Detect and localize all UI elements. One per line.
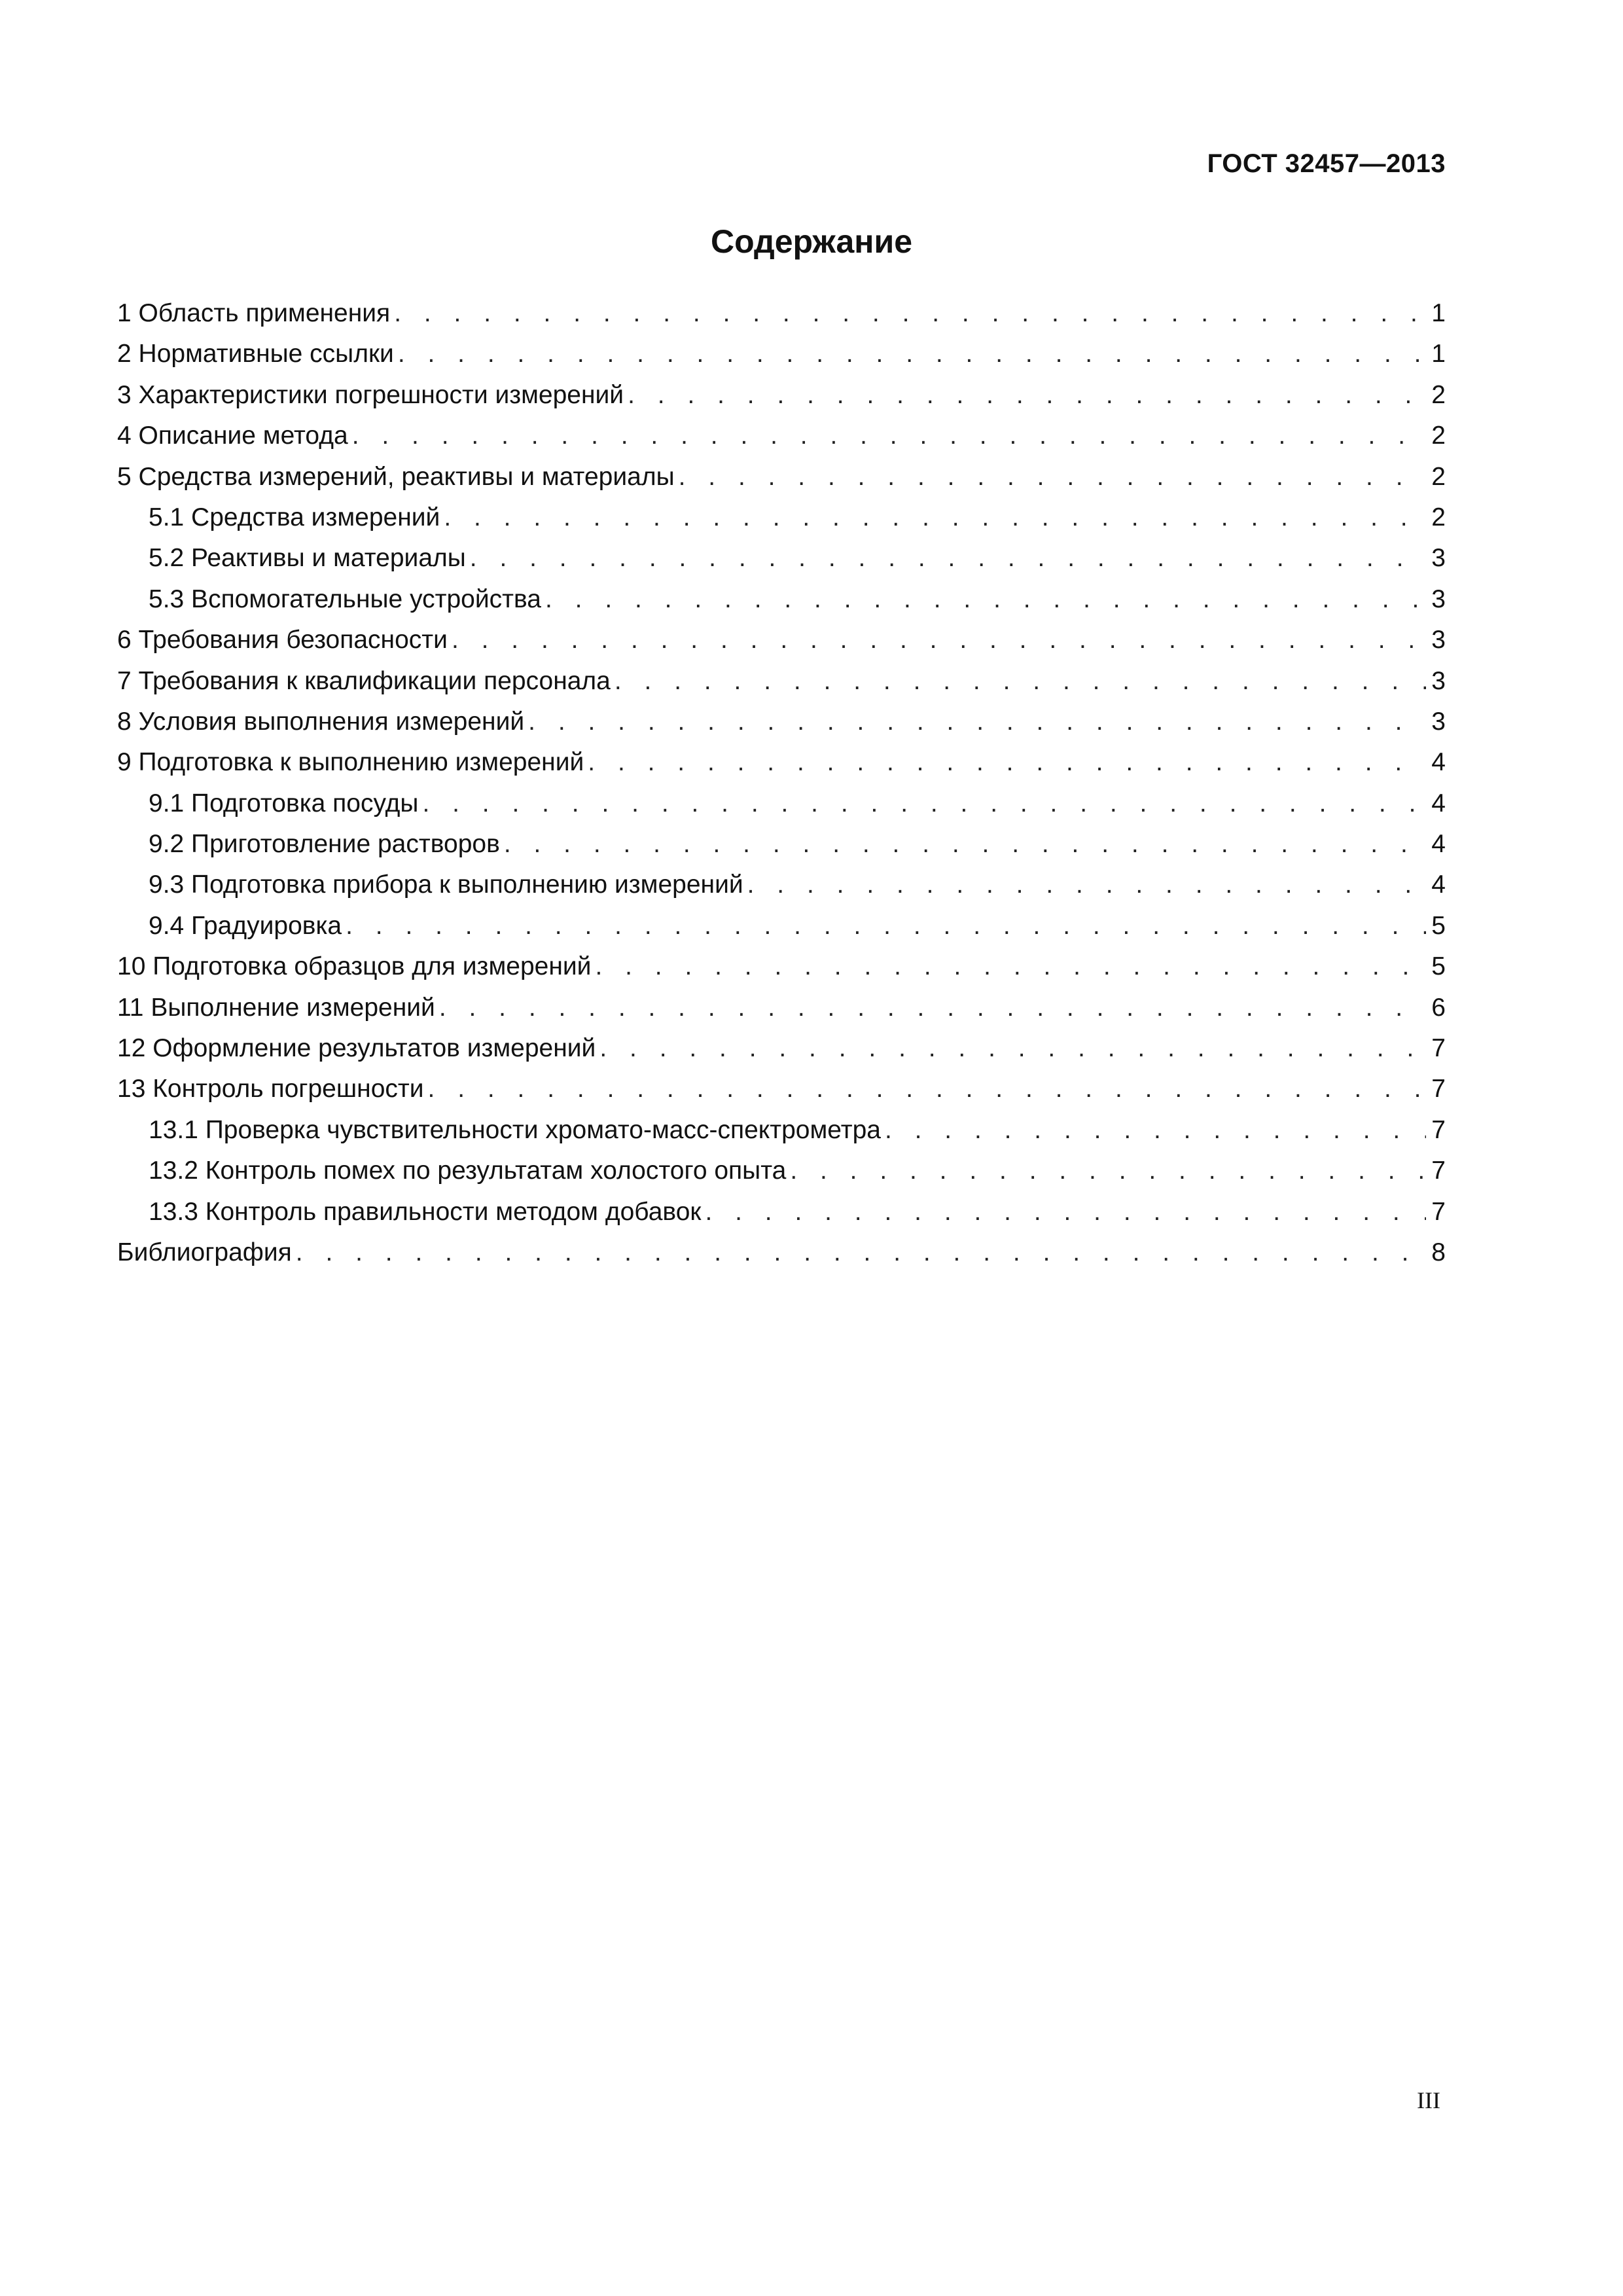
toc-entry-label: 9.1 Подготовка посуды: [149, 789, 419, 817]
toc-dot-leader: [352, 416, 1426, 456]
toc-entry-page: 7: [1431, 1115, 1446, 1144]
toc-entry-label: 12 Оформление результатов измерений: [117, 1034, 596, 1063]
toc-dot-leader: [628, 375, 1426, 416]
toc-entry-page: 7: [1431, 1034, 1446, 1063]
toc-dot-leader: [705, 1192, 1426, 1232]
toc-entry[interactable]: [117, 375, 1446, 416]
toc-entry[interactable]: [117, 988, 1446, 1028]
toc-entry[interactable]: [117, 1192, 1446, 1232]
toc-entry-label: 9.4 Градуировка: [149, 911, 342, 940]
toc-entry[interactable]: [117, 906, 1446, 946]
toc-dot-leader: [346, 906, 1426, 946]
toc-entry-page: 8: [1431, 1238, 1446, 1266]
toc-entry-label: 1 Область применения: [117, 299, 391, 327]
table-of-contents: [117, 293, 1446, 1273]
toc-entry-page: 7: [1431, 1157, 1446, 1185]
toc-entry[interactable]: [117, 497, 1446, 538]
toc-entry-label: 7 Требования к квалификации персонала: [117, 666, 611, 695]
toc-entry[interactable]: [117, 620, 1446, 660]
toc-dot-leader: [444, 497, 1426, 538]
toc-entry-page: 4: [1431, 830, 1446, 859]
toc-entry[interactable]: [117, 538, 1446, 579]
toc-entry-page: 5: [1431, 952, 1446, 981]
toc-dot-leader: [428, 1069, 1426, 1109]
toc-dot-leader: [398, 334, 1426, 374]
toc-entry-page: 3: [1431, 544, 1446, 573]
toc-dot-leader: [679, 457, 1426, 497]
toc-entry-label: 13 Контроль погрешности: [117, 1075, 424, 1103]
toc-entry-label: 3 Характеристики погрешности измерений: [117, 380, 624, 409]
toc-entry-label: 8 Условия выполнения измерений: [117, 707, 525, 736]
toc-entry[interactable]: [117, 783, 1446, 824]
toc-entry-page: 6: [1431, 993, 1446, 1022]
toc-entry[interactable]: [117, 416, 1446, 456]
toc-entry-page: 3: [1431, 584, 1446, 613]
toc-entry-label: 9.3 Подготовка прибора к выполнению измерений: [149, 870, 743, 899]
toc-entry[interactable]: [117, 1232, 1446, 1273]
toc-entry-label: 11 Выполнение измерений: [117, 993, 435, 1022]
toc-entry-page: 2: [1431, 462, 1446, 491]
toc-dot-leader: [595, 946, 1426, 987]
toc-dot-leader: [588, 742, 1426, 783]
toc-entry-page: 7: [1431, 1197, 1446, 1226]
toc-entry-label: 13.1 Проверка чувствительности хромато-масс-спектрометра: [149, 1115, 881, 1144]
toc-entry-label: 9 Подготовка к выполнению измерений: [117, 748, 584, 777]
toc-dot-leader: [470, 538, 1426, 579]
toc-entry-page: 4: [1431, 748, 1446, 777]
toc-entry-page: 4: [1431, 789, 1446, 817]
toc-entry-label: 5.2 Реактивы и материалы: [149, 544, 466, 573]
toc-entry-label: 5.3 Вспомогательные устройства: [149, 584, 541, 613]
toc-entry[interactable]: [117, 334, 1446, 374]
toc-entry[interactable]: [117, 457, 1446, 497]
toc-entry-page: 4: [1431, 870, 1446, 899]
toc-dot-leader: [599, 1028, 1426, 1069]
toc-entry-page: 1: [1431, 299, 1446, 327]
toc-entry-page: 2: [1431, 503, 1446, 531]
toc-entry[interactable]: [117, 1069, 1446, 1109]
toc-dot-leader: [790, 1151, 1426, 1191]
toc-dot-leader: [747, 865, 1426, 905]
toc-entry[interactable]: [117, 946, 1446, 987]
toc-dot-leader: [296, 1232, 1426, 1273]
toc-entry-page: 5: [1431, 911, 1446, 940]
toc-entry[interactable]: [117, 293, 1446, 334]
toc-entry[interactable]: [117, 742, 1446, 783]
toc-entry-page: 3: [1431, 707, 1446, 736]
toc-dot-leader: [615, 661, 1426, 702]
toc-dot-leader: [439, 988, 1426, 1028]
toc-entry[interactable]: [117, 1151, 1446, 1191]
toc-entry-page: 2: [1431, 380, 1446, 409]
toc-entry-label: 2 Нормативные ссылки: [117, 340, 394, 368]
toc-entry-page: 2: [1431, 422, 1446, 450]
toc-dot-leader: [885, 1110, 1426, 1151]
toc-entry-label: 10 Подготовка образцов для измерений: [117, 952, 592, 981]
toc-entry-page: 1: [1431, 340, 1446, 368]
toc-entry-label: Библиография: [117, 1238, 292, 1266]
toc-dot-leader: [504, 824, 1426, 865]
document-code: ГОСТ 32457—2013: [1207, 149, 1446, 178]
toc-entry-label: 6 Требования безопасности: [117, 626, 448, 655]
toc-dot-leader: [422, 783, 1426, 824]
page-number: III: [1417, 2087, 1440, 2113]
toc-entry[interactable]: [117, 824, 1446, 865]
toc-dot-leader: [545, 579, 1426, 620]
toc-dot-leader: [528, 702, 1426, 742]
toc-entry[interactable]: [117, 1110, 1446, 1151]
toc-entry-label: 13.2 Контроль помех по результатам холостого опыта: [149, 1157, 787, 1185]
toc-entry-page: 7: [1431, 1075, 1446, 1103]
toc-entry[interactable]: [117, 579, 1446, 620]
toc-entry-label: 5.1 Средства измерений: [149, 503, 440, 531]
toc-dot-leader: [394, 293, 1426, 334]
toc-entry[interactable]: [117, 865, 1446, 905]
toc-entry-label: 9.2 Приготовление растворов: [149, 830, 500, 859]
toc-entry[interactable]: [117, 702, 1446, 742]
toc-entry-page: 3: [1431, 626, 1446, 655]
toc-dot-leader: [452, 620, 1426, 660]
toc-title: Содержание: [710, 223, 913, 260]
toc-entry-page: 3: [1431, 666, 1446, 695]
toc-entry-label: 5 Средства измерений, реактивы и материалы: [117, 462, 675, 491]
toc-entry-label: 4 Описание метода: [117, 422, 348, 450]
toc-entry-label: 13.3 Контроль правильности методом добавок: [149, 1197, 702, 1226]
toc-entry[interactable]: [117, 661, 1446, 702]
toc-entry[interactable]: [117, 1028, 1446, 1069]
